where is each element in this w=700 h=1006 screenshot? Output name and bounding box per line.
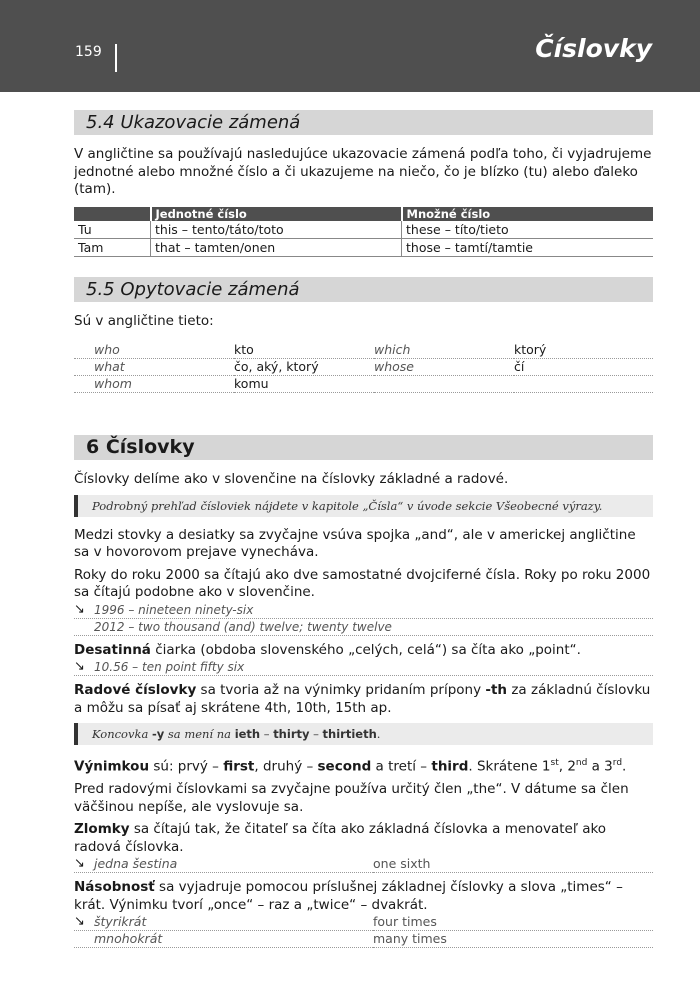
note-box: Podrobný prehľad čísloviek nájdete v kapitole „Čísla“ v úvode sekcie Všeobecné výrazy. bbox=[74, 495, 653, 517]
paragraph: Roky do roku 2000 sa čítajú ako dve samostatné dvojciferné čísla. Roky po roku 2000 sa čítajú podobne ako v slovenčine. bbox=[74, 566, 651, 600]
note-box: Koncovka -y sa mení na ieth – thirty – thirtieth. bbox=[74, 723, 653, 745]
interrogatives-intro: Sú v angličtine tieto: bbox=[74, 312, 214, 329]
example-list: ↘ štyrikrát four times mnohokrát many times bbox=[74, 914, 653, 948]
paragraph: Medzi stovky a desiatky sa zvyčajne vsúva spojka „and“, ale v americkej angličtine sa v hovorovom prejave vynecháva. bbox=[74, 526, 636, 560]
header-divider bbox=[115, 44, 117, 72]
interrogatives-list: who kto which ktorý what čo, aký, ktorý whose čí whom komu bbox=[74, 342, 653, 393]
list-item: ↘ jedna šestina bbox=[74, 856, 373, 873]
section-heading-5-5: 5.5 Opytovacie zámená bbox=[74, 277, 653, 302]
paragraph: Výnimkou sú: prvý – first, druhý – second a tretí – third. Skrátene 1st, 2nd a 3rd. bbox=[74, 758, 627, 775]
section-heading-5-4: 5.4 Ukazovacie zámená bbox=[74, 110, 653, 135]
arrow-icon: ↘ bbox=[74, 856, 85, 871]
paragraph: Násobnosť sa vyjadruje pomocou príslušnej základnej číslovky a slova „times“ – krát. Výnimku tvorí „once“ – raz a „twice“ – dvakrát. bbox=[74, 879, 623, 913]
paragraph: Zlomky sa čítajú tak, že čitateľ sa číta ako základná číslovka a menovateľ ako radová číslovka. bbox=[74, 821, 607, 855]
arrow-icon: ↘ bbox=[74, 601, 85, 617]
paragraph: Pred radovými číslovkami sa zvyčajne používa určitý člen „the“. V dátume sa člen väčšinou nepíše, ale vyslovuje sa. bbox=[74, 781, 629, 815]
example-list bbox=[74, 659, 653, 676]
list-item: ↘ 1996 – nineteen ninety-six bbox=[74, 602, 653, 619]
demonstratives-table bbox=[74, 207, 653, 257]
paragraph bbox=[74, 146, 653, 199]
table-row: Tu this – tento/táto/toto these – títo/tieto bbox=[74, 221, 653, 239]
table-header: Jednotné číslo bbox=[151, 207, 402, 221]
table-row: Tam that – tamten/onen those – tamtí/tamtie bbox=[74, 238, 653, 256]
page-header bbox=[0, 0, 700, 92]
arrow-icon: ↘ bbox=[74, 659, 85, 674]
list-item: 2012 – two thousand (and) twelve; twenty twelve bbox=[74, 619, 653, 636]
arrow-icon: ↘ bbox=[74, 914, 85, 929]
example-list bbox=[74, 602, 653, 636]
chapter-title: Číslovky bbox=[535, 34, 652, 63]
table-header bbox=[74, 207, 151, 221]
page-content bbox=[74, 110, 653, 948]
list-item: mnohokrát bbox=[74, 931, 373, 948]
demonstratives-intro: V angličtine sa používajú nasledujúce ukazovacie zámená podľa toho, či vyjadrujeme jednotné alebo množné číslo a či ukazujeme na niečo, čo je blízko (tu) alebo ďaleko (tam). bbox=[74, 146, 652, 197]
page-number: 159 bbox=[75, 44, 102, 60]
list-item: ↘ 10.56 – ten point fifty six bbox=[74, 659, 653, 676]
section-heading-6: 6 Číslovky bbox=[74, 435, 653, 460]
paragraph: Desatinná čiarka (obdoba slovenského „celých, celá“) sa číta ako „point“. bbox=[74, 641, 581, 658]
table-header: Množné číslo bbox=[402, 207, 654, 221]
paragraph: Radové číslovky sa tvoria až na výnimky pridaním prípony -th za základnú číslovku a môžu sa písať aj skrátene 4th, 10th, 15th ap. bbox=[74, 682, 651, 716]
paragraph: Číslovky delíme ako v slovenčine na číslovky základné a radové. bbox=[74, 471, 509, 487]
list-item: ↘ štyrikrát bbox=[74, 914, 373, 931]
example-list: ↘ jedna šestina one sixth bbox=[74, 856, 653, 873]
